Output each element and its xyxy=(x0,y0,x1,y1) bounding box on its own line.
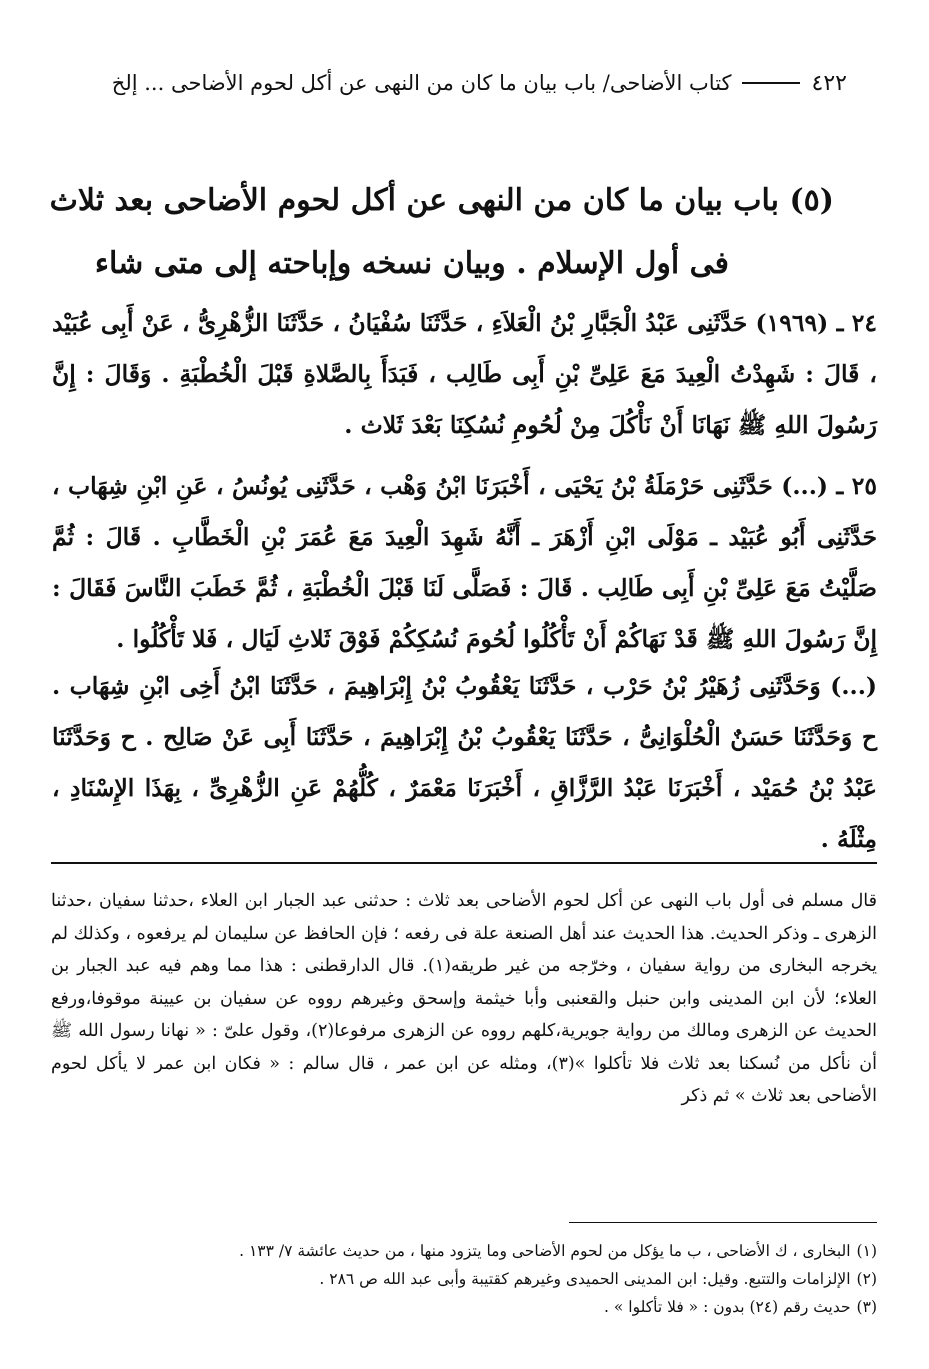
footnote-text: الإلزامات والتتبع. وقيل: ابن المدينى الحميدى وغيرهم كقتيبة وأبى عبد الله ص ٢٨٦ . xyxy=(319,1270,851,1288)
running-header xyxy=(81,66,847,100)
footnote-number: (١) xyxy=(856,1242,877,1260)
header-dash xyxy=(742,82,800,84)
footnote-3 xyxy=(51,1293,877,1321)
footnote-number: (٢) xyxy=(856,1270,877,1288)
footnote-number: (٣) xyxy=(856,1298,877,1316)
hadith-25 xyxy=(52,461,877,665)
hadith-text: ٢٤ ـ (١٩٦٩) حَدَّثَنِى عَبْدُ الْجَبَّارِ بْنُ الْعَلاَءِ ، حَدَّثَنَا سُفْيَانُ ، حَدَّثَنَا الزُّهْرِىُّ ، عَنْ أَبِى عُبَيْد ، قَالَ : شَهِدْتُ الْعِيدَ مَعَ عَلِىِّ بْنِ أَبِى طَالِب ، فَبَدَأَ بِالصَّلاةِ قَبْلَ الْخُطْبَةِ . وَقَالَ : إِنَّ رَسُولَ اللهِ ﷺ نَهَانَا أَنْ نَأْكُلَ مِنْ لُحُومِ نُسُكِنَا بَعْدَ ثَلاث . xyxy=(52,309,877,439)
commentary xyxy=(51,885,877,1113)
hadith-24 xyxy=(52,298,877,451)
hadith-chain xyxy=(52,661,877,865)
footnote-divider xyxy=(569,1222,877,1223)
footnote-text: حديث رقم (٢٤) بدون : « فلا تأكلوا » . xyxy=(604,1298,851,1316)
commentary-divider xyxy=(51,862,877,864)
page-number: ٤٢٢ xyxy=(811,70,847,96)
hadith-text: ٢٥ ـ (...) حَدَّثَنِى حَرْمَلَةُ بْنُ يَحْيَى ، أَخْبَرَنَا ابْنُ وَهْب ، حَدَّثَنِى يُونُسُ ، عَنِ ابْنِ شِهَاب ، حَدَّثَنِى أَبُو عُبَيْد ـ مَوْلَى ابْنِ أَزْهَرَ ـ أَنَّهُ شَهِدَ الْعِيدَ مَعَ عُمَرَ بْنِ الْخَطَّابِ . قَالَ : ثُمَّ صَلَّيْتُ مَعَ عَلِىِّ بْنِ أَبِى طَالِب . قَالَ : فَصَلَّى لَنَا قَبْلَ الْخُطْبَةِ ، ثُمَّ خَطَبَ النَّاسَ فَقَالَ : إِنَّ رَسُولَ اللهِ ﷺ قَدْ نَهَاكُمْ أَنْ تَأْكُلُوا لُحُومَ نُسُكِكُمْ فَوْقَ ثَلاثِ لَيَال ، فَلا تَأْكُلُوا . xyxy=(52,472,877,653)
chapter-title-line-1: (٥) باب بيان ما كان من النهى عن أكل لحوم الأضاحى بعد ثلاث xyxy=(49,183,834,218)
chapter-title-line-2: فى أول الإسلام . وبيان نسخه وإباحته إلى متى شاء xyxy=(94,246,729,281)
footnote-1 xyxy=(51,1237,877,1265)
footnotes xyxy=(51,1237,877,1321)
footnote-2 xyxy=(51,1265,877,1293)
hadith-text: (...) وَحَدَّثَنِى زُهَيْرُ بْنُ حَرْب ، حَدَّثَنَا يَعْقُوبُ بْنُ إِبْرَاهِيمَ ، حَدَّثَنَا ابْنُ أَخِى ابْنِ شِهَاب . ح وَحَدَّثَنَا حَسَنٌ الْحُلْوَانِىُّ ، حَدَّثَنَا يَعْقُوبُ بْنُ إِبْرَاهِيمَ ، حَدَّثَنَا أَبِى عَنْ صَالِح . ح وَحَدَّثَنَا عَبْدُ بْنُ حُمَيْد ، أَخْبَرَنَا عَبْدُ الرَّزَّاقِ ، أَخْبَرَنَا مَعْمَرٌ ، كُلُّهُمْ عَنِ الزُّهْرِىِّ ، بِهَذَا الإِسْنَادِ ، مِثْلَهُ . xyxy=(52,672,877,853)
commentary-text: قال مسلم فى أول باب النهى عن أكل لحوم الأضاحى بعد ثلاث : حدثنى عبد الجبار ابن العلاء ،حدثنا سفيان ،حدثنا الزهرى ـ وذكر الحديث. هذا الحديث عند أهل الصنعة علة فى رفعه ؛ فإن الحافظ عن سليمان لم يرفعوه ، وكذلك لم يخرجه البخارى من رواية سفيان ، وخرّجه من غير طريقه(١). قال الدارقطنى : هذا مما وهم فيه عبد الجبار بن العلاء؛ لأن ابن المدينى وابن حنبل والقعنبى وأبا خيثمة وإسحق وغيرهم رووه عن سفيان بن عيينة موقوفا،ورفع الحديث عن الزهرى ومالك من رواية جويرية،كلهم رووه عن الزهرى مرفوعا(٢)، وقول علىّ : « نهانا رسول الله ﷺ أن نأكل من نُسكنا بعد ثلاث فلا تأكلوا »(٣)، ومثله عن ابن عمر ، قال سالم : « فكان ابن عمر لا يأكل لحوم الأضاحى بعد ثلاث » ثم ذكر xyxy=(51,891,878,1106)
running-title: كتاب الأضاحى/ باب بيان ما كان من النهى عن أكل لحوم الأضاحى ... إلخ xyxy=(111,71,732,95)
footnote-text: البخارى ، ك الأضاحى ، ب ما يؤكل من لحوم الأضاحى وما يتزود منها ، من حديث عائشة ٧/ ١٣٣ . xyxy=(239,1242,851,1260)
